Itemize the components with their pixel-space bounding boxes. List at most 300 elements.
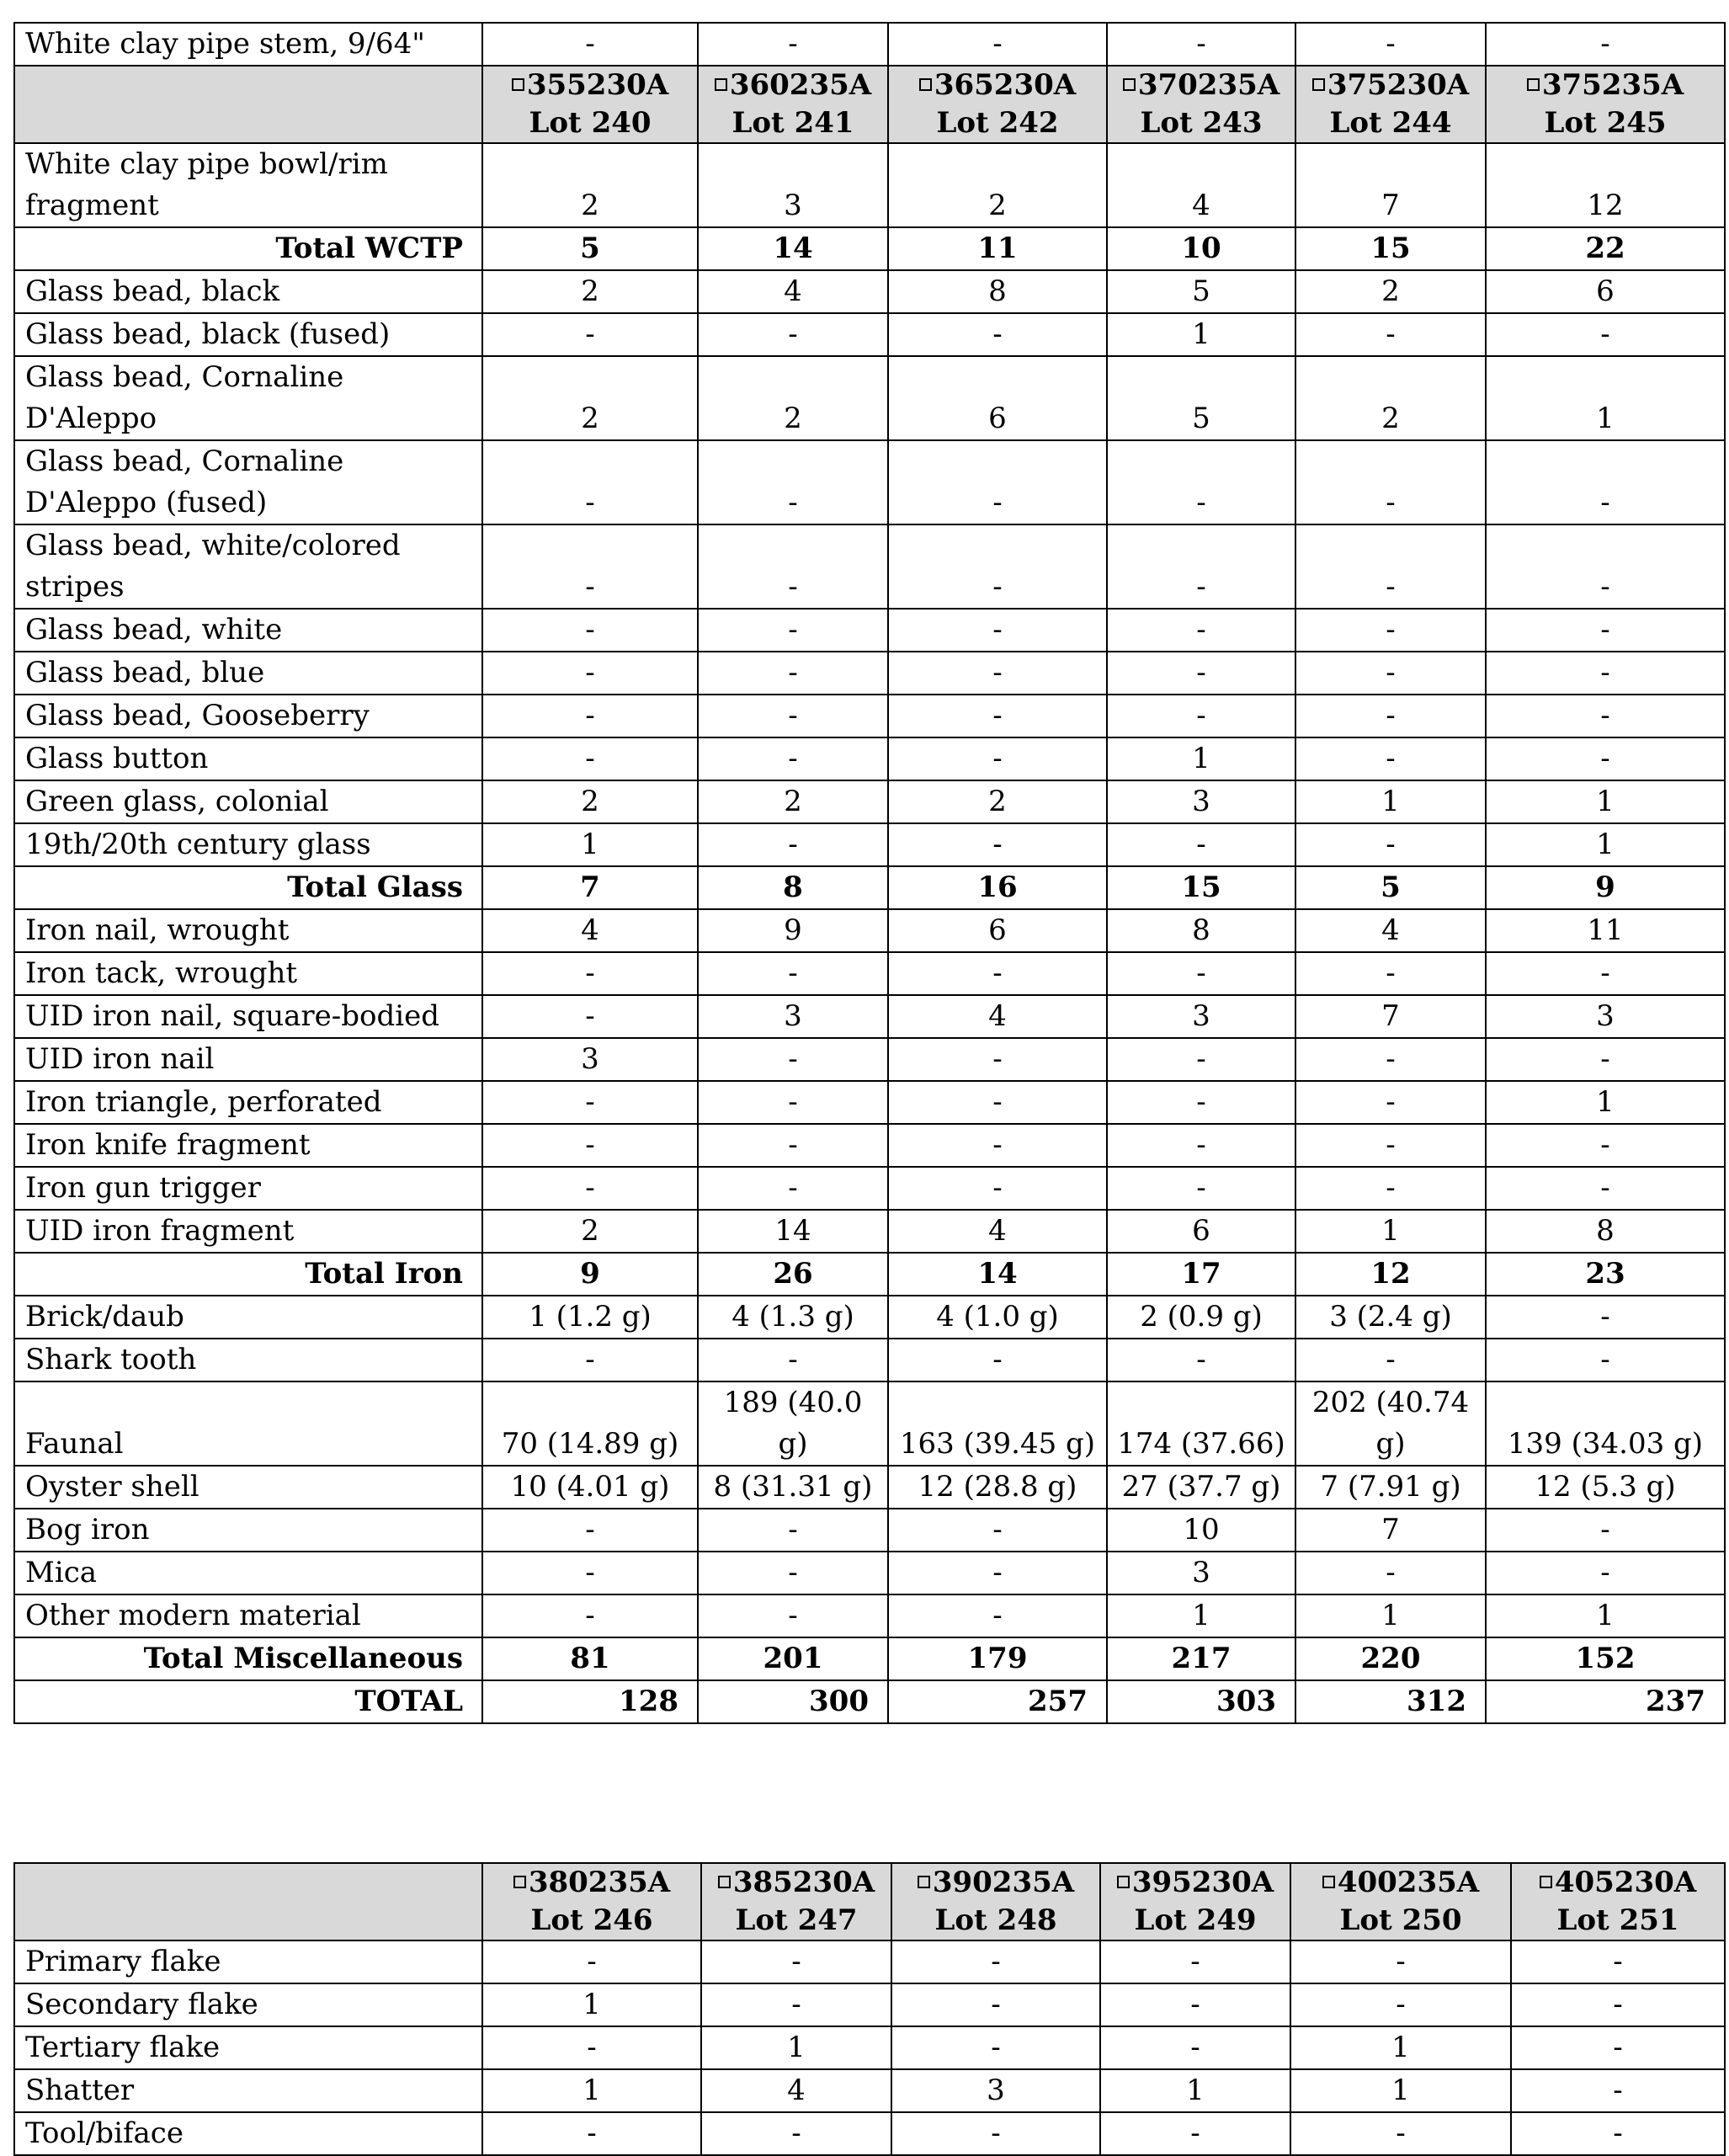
value-cell: - xyxy=(482,1509,698,1552)
value-cell: - xyxy=(888,1552,1107,1594)
checkbox-square-icon xyxy=(718,1876,731,1888)
table-row-brick-daub xyxy=(14,1296,1725,1339)
value-cell: - xyxy=(482,1552,698,1594)
value-cell: - xyxy=(698,695,888,737)
value-cell: - xyxy=(482,995,698,1038)
value-cell: 1 xyxy=(1107,737,1295,780)
unit-label xyxy=(492,67,689,104)
value-cell: 1 xyxy=(1295,1594,1486,1637)
value-cell: - xyxy=(698,823,888,866)
value-cell: - xyxy=(482,1940,701,1983)
total-row-total xyxy=(14,1680,1725,1723)
value-cell: 1 xyxy=(1290,2026,1511,2069)
value-cell: 70 (14.89 g) xyxy=(482,1381,698,1466)
value-cell: 5 xyxy=(1107,270,1295,313)
value-cell: 12 (28.8 g) xyxy=(888,1466,1107,1509)
row-label: 19th/20th century glass xyxy=(14,823,482,866)
value-cell: - xyxy=(1295,609,1486,652)
lot-label: Lot 247 xyxy=(735,1903,858,1937)
unit-id: 405230A xyxy=(1554,1866,1697,1899)
table-row-faunal xyxy=(14,1381,1725,1466)
value-cell: 2 xyxy=(482,270,698,313)
column-header-lot-242 xyxy=(888,66,1107,143)
value-cell: - xyxy=(1486,1552,1725,1594)
table-row-iron-knife-fragment xyxy=(14,1124,1725,1167)
table-row-19th-20th-century-glass xyxy=(14,823,1725,866)
value-cell: 1 xyxy=(1486,823,1725,866)
value-cell: - xyxy=(1295,524,1486,609)
value-cell: 10 xyxy=(1107,1509,1295,1552)
unit-id: 375230A xyxy=(1327,68,1470,102)
table-row-glass-bead-cornaline-d-aleppo xyxy=(14,356,1725,440)
value-cell: - xyxy=(482,1081,698,1124)
value-cell: - xyxy=(888,823,1107,866)
unit-label xyxy=(897,67,1098,104)
row-label: Tool/biface xyxy=(14,2112,482,2155)
row-label: White clay pipe bowl/rim fragment xyxy=(14,143,482,227)
value-cell: 7 (7.91 g) xyxy=(1295,1466,1486,1509)
value-cell: 2 xyxy=(482,780,698,823)
value-cell: - xyxy=(1511,2112,1725,2155)
value-cell: - xyxy=(1107,440,1295,524)
value-cell: 6 xyxy=(1107,1210,1295,1253)
checkbox-square-icon xyxy=(1322,1876,1335,1888)
artifact-table-lots-246-251 xyxy=(13,1862,1726,2156)
value-cell: 312 xyxy=(1295,1680,1486,1723)
value-cell: - xyxy=(1107,652,1295,695)
value-cell: - xyxy=(482,1594,698,1637)
table-row-glass-button xyxy=(14,737,1725,780)
row-label: UID iron fragment xyxy=(14,1210,482,1253)
value-cell: - xyxy=(1511,2069,1725,2112)
value-cell: - xyxy=(482,1339,698,1381)
row-label: Primary flake xyxy=(14,1940,482,1983)
unit-id: 360235A xyxy=(729,68,872,102)
table-row-glass-bead-blue xyxy=(14,652,1725,695)
unit-label xyxy=(1109,1864,1281,1902)
header-corner-cell xyxy=(14,66,482,143)
value-cell: - xyxy=(1511,1983,1725,2026)
value-cell: - xyxy=(1107,1124,1295,1167)
value-cell: - xyxy=(1295,23,1486,66)
value-cell: - xyxy=(888,313,1107,356)
value-cell: - xyxy=(888,1509,1107,1552)
value-cell: 8 xyxy=(1486,1210,1725,1253)
unit-label xyxy=(901,1864,1091,1902)
table-row-secondary-flake xyxy=(14,1983,1725,2026)
value-cell: - xyxy=(1107,952,1295,995)
value-cell: 217 xyxy=(1107,1637,1295,1680)
value-cell: - xyxy=(1486,313,1725,356)
value-cell: 1 xyxy=(482,823,698,866)
value-cell: - xyxy=(482,1167,698,1210)
value-cell: - xyxy=(482,609,698,652)
value-cell: - xyxy=(888,737,1107,780)
value-cell: - xyxy=(482,695,698,737)
value-cell: 3 xyxy=(891,2069,1100,2112)
value-cell: 2 xyxy=(698,780,888,823)
value-cell: 23 xyxy=(1486,1253,1725,1296)
value-cell: 4 xyxy=(1295,909,1486,952)
total-row-total-glass xyxy=(14,866,1725,909)
checkbox-square-icon xyxy=(715,78,727,91)
row-label: Iron tack, wrought xyxy=(14,952,482,995)
value-cell: 12 xyxy=(1486,143,1725,227)
value-cell: - xyxy=(888,1081,1107,1124)
value-cell: 3 xyxy=(1486,995,1725,1038)
value-cell: 1 xyxy=(1486,780,1725,823)
row-label: Iron knife fragment xyxy=(14,1124,482,1167)
value-cell: - xyxy=(1295,952,1486,995)
value-cell: - xyxy=(1100,1940,1290,1983)
row-label: UID iron nail xyxy=(14,1038,482,1081)
column-header-lot-248 xyxy=(891,1863,1100,1940)
header-corner-cell xyxy=(14,1863,482,1940)
lot-label: Lot 242 xyxy=(936,106,1059,140)
row-label: TOTAL xyxy=(14,1680,482,1723)
value-cell: 4 xyxy=(888,1210,1107,1253)
value-cell: - xyxy=(888,652,1107,695)
unit-id: 365230A xyxy=(934,68,1077,102)
unit-label xyxy=(1495,67,1716,104)
value-cell: 4 xyxy=(701,2069,891,2112)
value-cell: - xyxy=(698,1124,888,1167)
value-cell: 152 xyxy=(1486,1637,1725,1680)
value-cell: - xyxy=(698,1509,888,1552)
table-row-primary-flake xyxy=(14,1940,1725,1983)
value-cell: - xyxy=(1295,737,1486,780)
value-cell: - xyxy=(1295,440,1486,524)
row-label: Glass bead, black (fused) xyxy=(14,313,482,356)
value-cell: 1 xyxy=(1107,1594,1295,1637)
value-cell: 26 xyxy=(698,1253,888,1296)
value-cell: 9 xyxy=(698,909,888,952)
value-cell: - xyxy=(1295,1038,1486,1081)
row-label: Shark tooth xyxy=(14,1339,482,1381)
column-header-lot-247 xyxy=(701,1863,891,1940)
checkbox-square-icon xyxy=(918,1876,930,1888)
value-cell: 2 xyxy=(888,143,1107,227)
table-row-glass-bead-white-colored-stripes xyxy=(14,524,1725,609)
table-row-iron-tack-wrought xyxy=(14,952,1725,995)
table-row-glass-bead-black xyxy=(14,270,1725,313)
value-cell: - xyxy=(698,609,888,652)
value-cell: 7 xyxy=(1295,995,1486,1038)
table-row-tool-biface xyxy=(14,2112,1725,2155)
artifact-table-lots-240-245 xyxy=(13,22,1726,1724)
value-cell: - xyxy=(1511,1940,1725,1983)
value-cell: 6 xyxy=(888,909,1107,952)
value-cell: - xyxy=(1290,2112,1511,2155)
row-label: Total WCTP xyxy=(14,227,482,270)
value-cell: 14 xyxy=(888,1253,1107,1296)
value-cell: 1 xyxy=(1295,780,1486,823)
value-cell: 9 xyxy=(1486,866,1725,909)
row-label: Shatter xyxy=(14,2069,482,2112)
value-cell: 163 (39.45 g) xyxy=(888,1381,1107,1466)
column-header-lot-250 xyxy=(1290,1863,1511,1940)
value-cell: 3 xyxy=(1107,995,1295,1038)
value-cell: 16 xyxy=(888,866,1107,909)
value-cell: - xyxy=(888,440,1107,524)
value-cell: - xyxy=(698,1167,888,1210)
checkbox-square-icon xyxy=(1540,1876,1552,1888)
row-label: Glass bead, Gooseberry xyxy=(14,695,482,737)
checkbox-square-icon xyxy=(919,78,932,91)
value-cell: - xyxy=(698,23,888,66)
value-cell: 1 xyxy=(1486,1594,1725,1637)
value-cell: - xyxy=(1107,695,1295,737)
value-cell: - xyxy=(698,524,888,609)
value-cell: - xyxy=(1107,1339,1295,1381)
table-row-glass-bead-cornaline-d-aleppo-fused xyxy=(14,440,1725,524)
value-cell: - xyxy=(698,440,888,524)
value-cell: 12 (5.3 g) xyxy=(1486,1466,1725,1509)
unit-id: 370235A xyxy=(1137,68,1280,102)
value-cell: - xyxy=(482,2026,701,2069)
value-cell: - xyxy=(1486,1509,1725,1552)
value-cell: 3 xyxy=(482,1038,698,1081)
value-cell: - xyxy=(698,1552,888,1594)
row-label: Glass bead, Cornaline D'Aleppo (fused) xyxy=(14,440,482,524)
row-label: Iron triangle, perforated xyxy=(14,1081,482,1124)
row-label: Total Iron xyxy=(14,1253,482,1296)
row-label: Glass bead, Cornaline D'Aleppo xyxy=(14,356,482,440)
unit-id: 380235A xyxy=(528,1866,671,1899)
row-label: Bog iron xyxy=(14,1509,482,1552)
value-cell: 3 (2.4 g) xyxy=(1295,1296,1486,1339)
value-cell: - xyxy=(1486,440,1725,524)
value-cell: 2 xyxy=(482,356,698,440)
value-cell: - xyxy=(891,1940,1100,1983)
column-header-row xyxy=(14,66,1725,143)
value-cell: 6 xyxy=(1486,270,1725,313)
row-label: Oyster shell xyxy=(14,1466,482,1509)
row-label: Brick/daub xyxy=(14,1296,482,1339)
value-cell: - xyxy=(1100,2112,1290,2155)
table-row-glass-bead-gooseberry xyxy=(14,695,1725,737)
value-cell: - xyxy=(1295,652,1486,695)
checkbox-square-icon xyxy=(1117,1876,1130,1888)
row-label: Glass bead, blue xyxy=(14,652,482,695)
total-row-total-iron xyxy=(14,1253,1725,1296)
value-cell: - xyxy=(701,1940,891,1983)
value-cell: 1 xyxy=(1486,1081,1725,1124)
row-label: Total Glass xyxy=(14,866,482,909)
value-cell: - xyxy=(1107,609,1295,652)
value-cell: - xyxy=(701,1983,891,2026)
value-cell: - xyxy=(891,2026,1100,2069)
lot-label: Lot 250 xyxy=(1339,1903,1462,1937)
value-cell: - xyxy=(698,1339,888,1381)
lot-label: Lot 251 xyxy=(1556,1903,1679,1937)
value-cell: - xyxy=(1295,1339,1486,1381)
lot-label: Lot 249 xyxy=(1134,1903,1257,1937)
column-header-lot-241 xyxy=(698,66,888,143)
unit-label xyxy=(707,67,879,104)
value-cell: 257 xyxy=(888,1680,1107,1723)
value-cell: 7 xyxy=(1295,143,1486,227)
table-row-shatter xyxy=(14,2069,1725,2112)
value-cell: 12 xyxy=(1295,1253,1486,1296)
value-cell: 4 xyxy=(482,909,698,952)
value-cell: - xyxy=(1486,695,1725,737)
value-cell: - xyxy=(1107,524,1295,609)
table-row-uid-iron-nail xyxy=(14,1038,1725,1081)
lot-label: Lot 244 xyxy=(1329,106,1452,140)
value-cell: - xyxy=(698,652,888,695)
row-label: Glass bead, white/colored stripes xyxy=(14,524,482,609)
value-cell: - xyxy=(1295,823,1486,866)
value-cell: 10 (4.01 g) xyxy=(482,1466,698,1509)
value-cell: 8 xyxy=(888,270,1107,313)
value-cell: 5 xyxy=(1107,356,1295,440)
value-cell: 3 xyxy=(1107,1552,1295,1594)
row-label: White clay pipe stem, 9/64" xyxy=(14,23,482,66)
value-cell: 17 xyxy=(1107,1253,1295,1296)
row-label: Tertiary flake xyxy=(14,2026,482,2069)
value-cell: 2 xyxy=(698,356,888,440)
value-cell: - xyxy=(698,1594,888,1637)
value-cell: - xyxy=(1486,1038,1725,1081)
unit-id: 400235A xyxy=(1337,1866,1480,1899)
value-cell: 11 xyxy=(888,227,1107,270)
value-cell: 174 (37.66) xyxy=(1107,1381,1295,1466)
value-cell: - xyxy=(888,952,1107,995)
lot-label: Lot 240 xyxy=(529,106,652,140)
value-cell: - xyxy=(1295,1124,1486,1167)
row-label: Glass bead, white xyxy=(14,609,482,652)
unit-label xyxy=(1520,1864,1716,1902)
unit-label xyxy=(1305,67,1476,104)
value-cell: 4 xyxy=(698,270,888,313)
row-label: Glass button xyxy=(14,737,482,780)
checkbox-square-icon xyxy=(1527,78,1540,91)
checkbox-square-icon xyxy=(1123,78,1136,91)
row-label: Iron nail, wrought xyxy=(14,909,482,952)
row-label: Green glass, colonial xyxy=(14,780,482,823)
table-row-uid-iron-fragment xyxy=(14,1210,1725,1253)
column-header-row xyxy=(14,1863,1725,1940)
value-cell: 7 xyxy=(482,866,698,909)
value-cell: - xyxy=(888,1594,1107,1637)
unit-id: 385230A xyxy=(732,1866,875,1899)
value-cell: - xyxy=(1486,737,1725,780)
value-cell: 220 xyxy=(1295,1637,1486,1680)
column-header-lot-246 xyxy=(482,1863,701,1940)
value-cell: 4 (1.0 g) xyxy=(888,1296,1107,1339)
row-label: Glass bead, black xyxy=(14,270,482,313)
value-cell: 4 xyxy=(1107,143,1295,227)
value-cell: 81 xyxy=(482,1637,698,1680)
value-cell: - xyxy=(888,695,1107,737)
value-cell: 4 (1.3 g) xyxy=(698,1296,888,1339)
row-label: Total Miscellaneous xyxy=(14,1637,482,1680)
value-cell: - xyxy=(482,440,698,524)
value-cell: - xyxy=(1486,524,1725,609)
value-cell: 14 xyxy=(698,1210,888,1253)
lot-label: Lot 246 xyxy=(530,1903,653,1937)
value-cell: 10 xyxy=(1107,227,1295,270)
value-cell: 15 xyxy=(1295,227,1486,270)
checkbox-square-icon xyxy=(1312,78,1325,91)
total-row-total-wctp xyxy=(14,227,1725,270)
value-cell: - xyxy=(701,2112,891,2155)
value-cell: 8 (31.31 g) xyxy=(698,1466,888,1509)
value-cell: 2 (0.9 g) xyxy=(1107,1296,1295,1339)
value-cell: - xyxy=(482,313,698,356)
table-row-oyster-shell xyxy=(14,1466,1725,1509)
value-cell: - xyxy=(1486,1167,1725,1210)
value-cell: 4 xyxy=(888,995,1107,1038)
checkbox-square-icon xyxy=(513,1876,526,1888)
value-cell: 2 xyxy=(1295,356,1486,440)
value-cell: 189 (40.0 g) xyxy=(698,1381,888,1466)
total-row-total-miscellaneous xyxy=(14,1637,1725,1680)
value-cell: - xyxy=(1295,313,1486,356)
value-cell: 3 xyxy=(698,143,888,227)
value-cell: 1 xyxy=(1486,356,1725,440)
value-cell: 128 xyxy=(482,1680,698,1723)
unit-label xyxy=(1116,67,1286,104)
row-label: UID iron nail, square-bodied xyxy=(14,995,482,1038)
value-cell: 8 xyxy=(1107,909,1295,952)
value-cell: - xyxy=(1107,1081,1295,1124)
unit-id: 390235A xyxy=(932,1866,1075,1899)
column-header-lot-243 xyxy=(1107,66,1295,143)
value-cell: 1 xyxy=(1100,2069,1290,2112)
row-label: Iron gun trigger xyxy=(14,1167,482,1210)
unit-id: 395230A xyxy=(1131,1866,1274,1899)
row-label: Secondary flake xyxy=(14,1983,482,2026)
value-cell: 8 xyxy=(698,866,888,909)
lot-label: Lot 241 xyxy=(732,106,854,140)
value-cell: - xyxy=(698,313,888,356)
value-cell: 1 xyxy=(701,2026,891,2069)
value-cell: 27 (37.7 g) xyxy=(1107,1466,1295,1509)
value-cell: 3 xyxy=(1107,780,1295,823)
value-cell: 2 xyxy=(1295,270,1486,313)
value-cell: 14 xyxy=(698,227,888,270)
table-row-glass-bead-white xyxy=(14,609,1725,652)
value-cell: - xyxy=(1290,1940,1511,1983)
value-cell: - xyxy=(888,1124,1107,1167)
value-cell: - xyxy=(888,609,1107,652)
value-cell: - xyxy=(698,1038,888,1081)
lot-label: Lot 245 xyxy=(1544,106,1667,140)
value-cell: - xyxy=(482,952,698,995)
value-cell: - xyxy=(1511,2026,1725,2069)
value-cell: - xyxy=(888,23,1107,66)
table-row-green-glass-colonial xyxy=(14,780,1725,823)
value-cell: - xyxy=(891,1983,1100,2026)
table-row-iron-nail-wrought xyxy=(14,909,1725,952)
value-cell: 1 xyxy=(1290,2069,1511,2112)
value-cell: 202 (40.74 g) xyxy=(1295,1381,1486,1466)
value-cell: - xyxy=(482,23,698,66)
value-cell: 2 xyxy=(482,1210,698,1253)
value-cell: - xyxy=(888,1339,1107,1381)
value-cell: 6 xyxy=(888,356,1107,440)
value-cell: - xyxy=(888,1167,1107,1210)
value-cell: - xyxy=(1295,1167,1486,1210)
value-cell: - xyxy=(698,1081,888,1124)
value-cell: - xyxy=(1107,1167,1295,1210)
value-cell: 1 (1.2 g) xyxy=(482,1296,698,1339)
table-row-shark-tooth xyxy=(14,1339,1725,1381)
value-cell: 3 xyxy=(698,995,888,1038)
value-cell: - xyxy=(1486,609,1725,652)
